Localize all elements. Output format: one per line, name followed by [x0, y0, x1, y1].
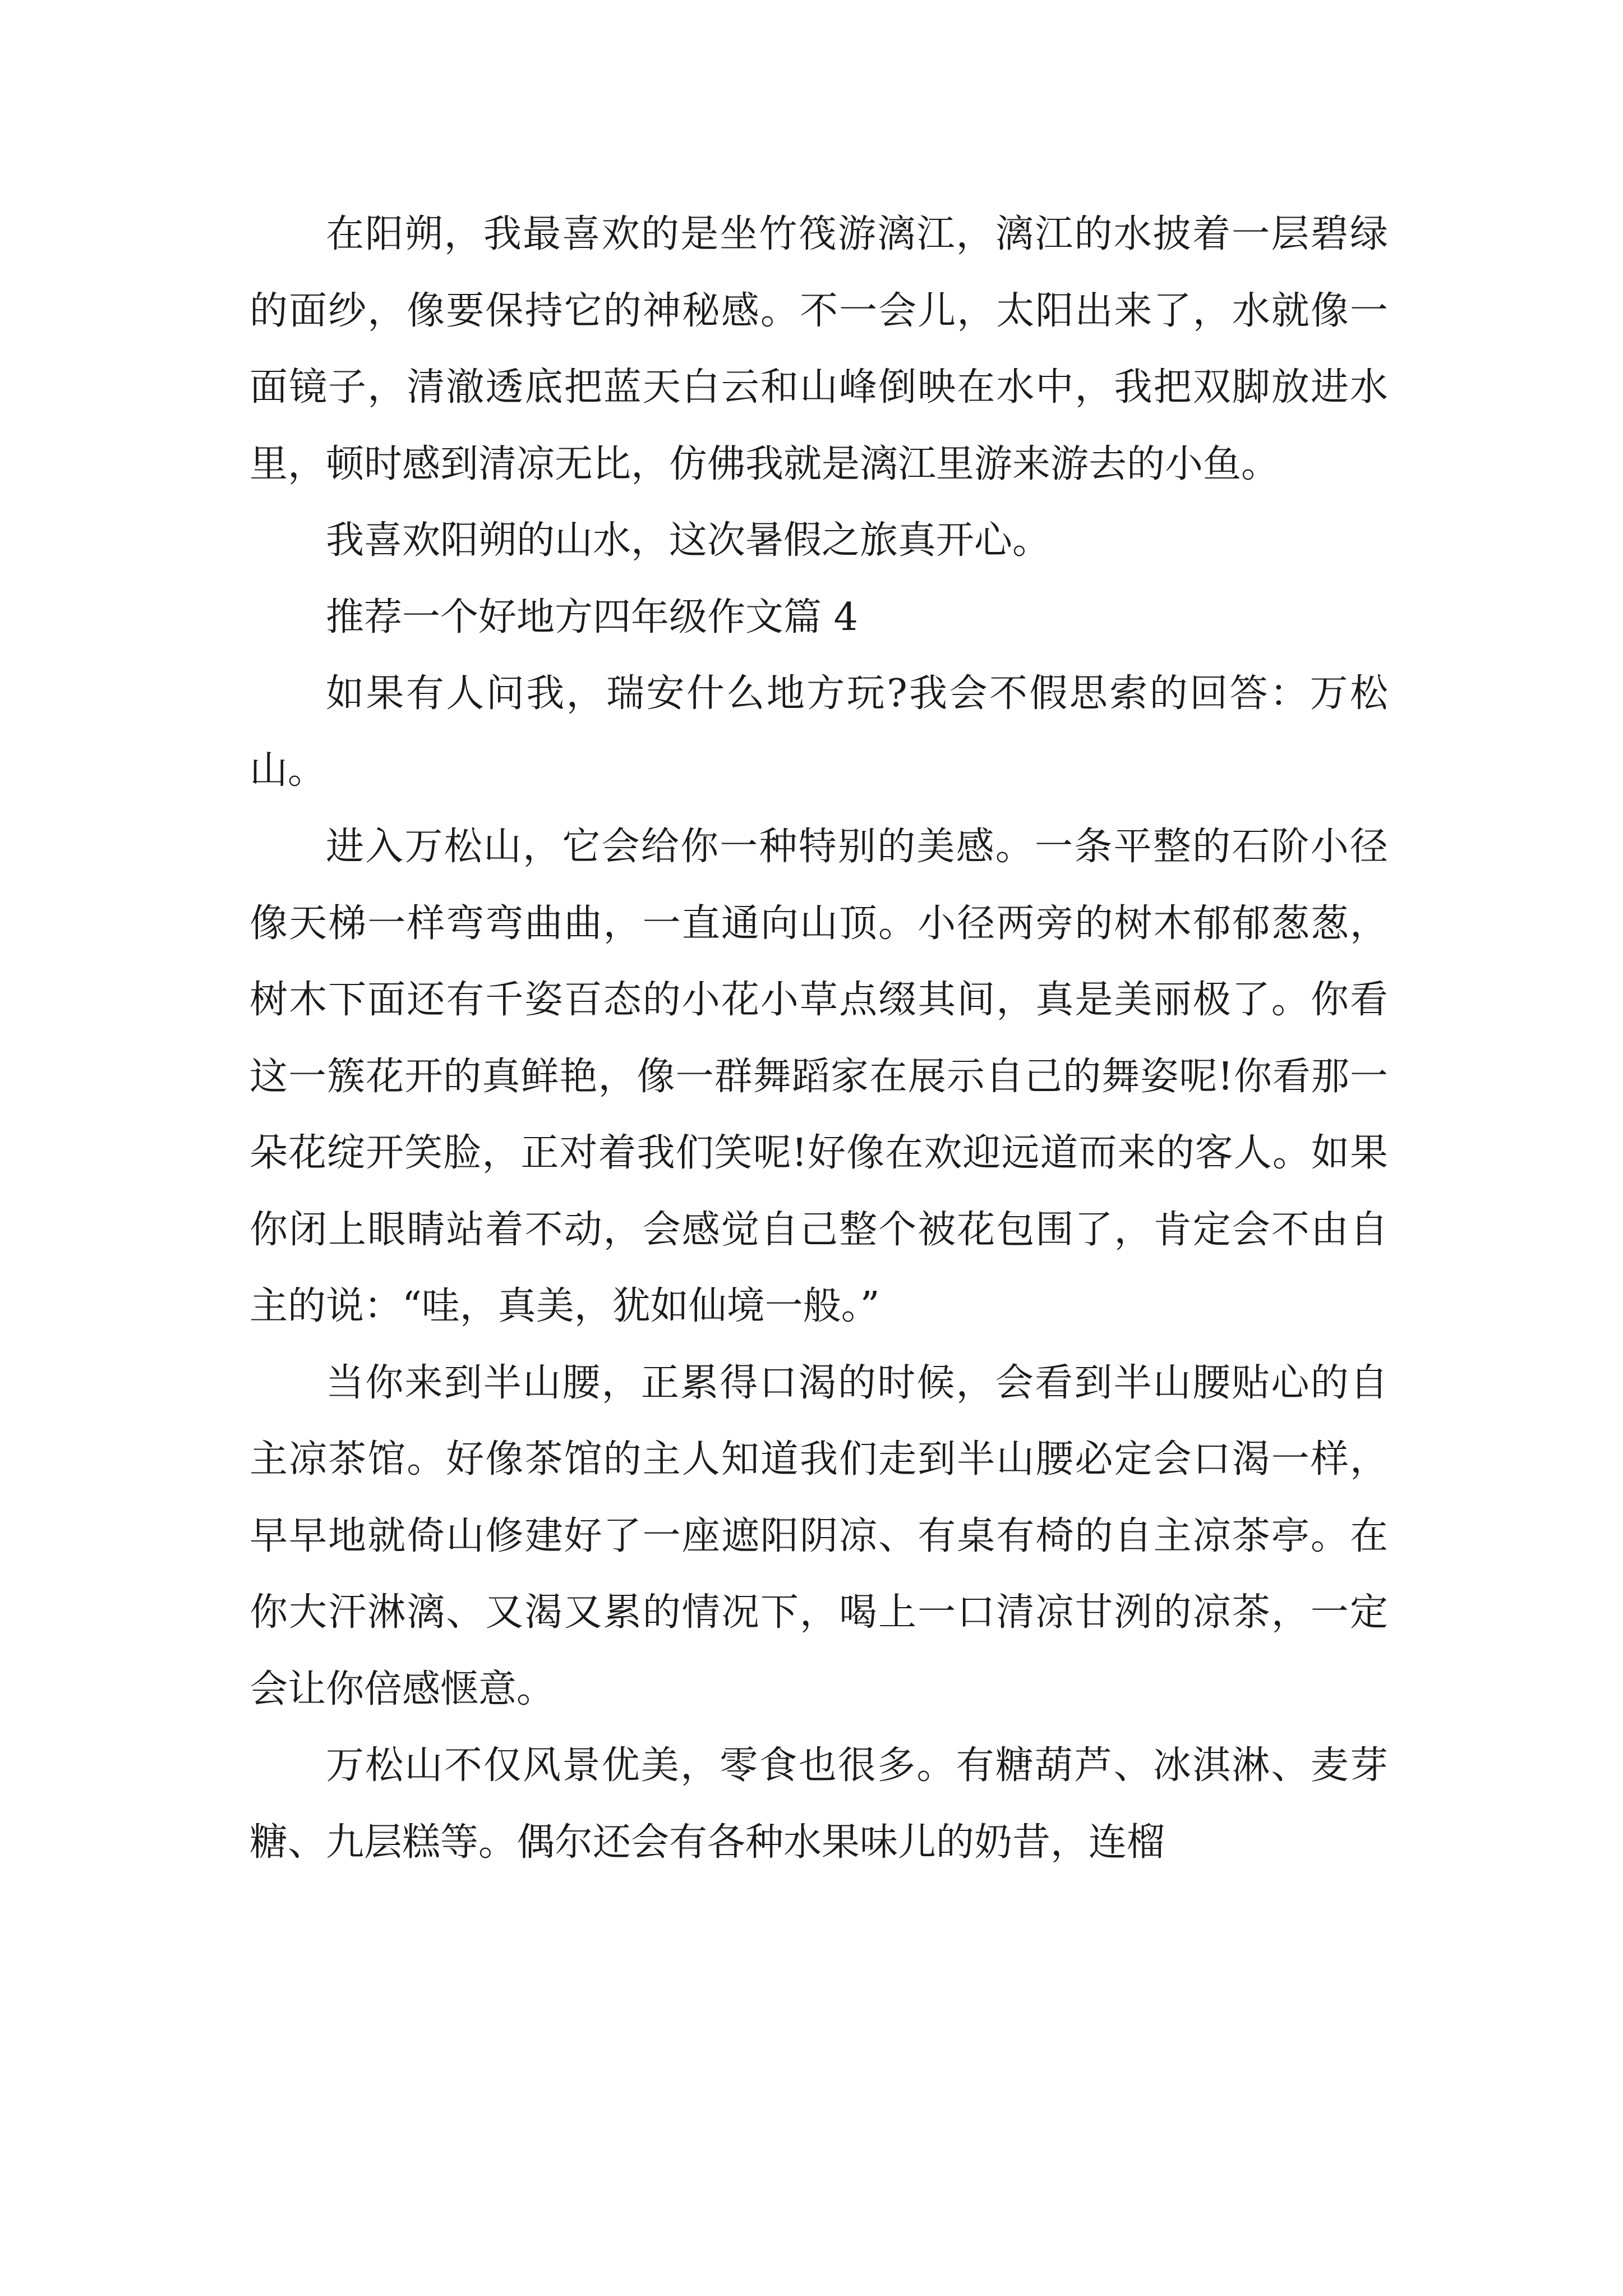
document-body — [250, 196, 1388, 1881]
paragraph-stone-path: 进入万松山，它会给你一种特别的美感。一条平整的石阶小径像天梯一样弯弯曲曲，一直通向山顶。小径两旁的树木郁郁葱葱，树木下面还有千姿百态的小花小草点缀其间，真是美丽极了。你看这一簇花开的真鲜艳，像一群舞蹈家在展示自己的舞姿呢!你看那一朵花绽开笑脸，正对着我们笑呢!好像在欢迎远道而来的客人。如果你闭上眼睛站着不动，会感觉自己整个被花包围了，肯定会不由自主的说：“哇，真美，犹如仙境一般。” — [250, 825, 1388, 1328]
essay-heading: 推荐一个好地方四年级作文篇 4 — [326, 595, 858, 639]
paragraph-snacks: 万松山不仅风景优美，零食也很多。有糖葫芦、冰淇淋、麦芽糖、九层糕等。偶尔还会有各种水果味儿的奶昔，连榴 — [250, 1743, 1388, 1865]
paragraph-lijiang-bamboo-raft: 在阳朔，我最喜欢的是坐竹筏游漓江，漓江的水披着一层碧绿的面纱，像要保持它的神秘感。不一会儿，太阳出来了，水就像一面镜子，清澈透底把蓝天白云和山峰倒映在水中，我把双脚放进水里，顿时感到清凉无比，仿佛我就是漓江里游来游去的小鱼。 — [250, 212, 1388, 486]
paragraph-tea-pavilion: 当你来到半山腰，正累得口渴的时候，会看到半山腰贴心的自主凉茶馆。好像茶馆的主人知道我们走到半山腰必定会口渴一样，早早地就倚山修建好了一座遮阳阴凉、有桌有椅的自主凉茶亭。在你大汗淋漓、又渴又累的情况下，喝上一口清凉甘洌的凉茶，一定会让你倍感惬意。 — [250, 1360, 1388, 1711]
paragraph-summer-trip: 我喜欢阳朔的山水，这次暑假之旅真开心。 — [326, 518, 1051, 563]
paragraph-intro-wansong: 如果有人问我，瑞安什么地方玩?我会不假思索的回答：万松山。 — [250, 671, 1388, 793]
